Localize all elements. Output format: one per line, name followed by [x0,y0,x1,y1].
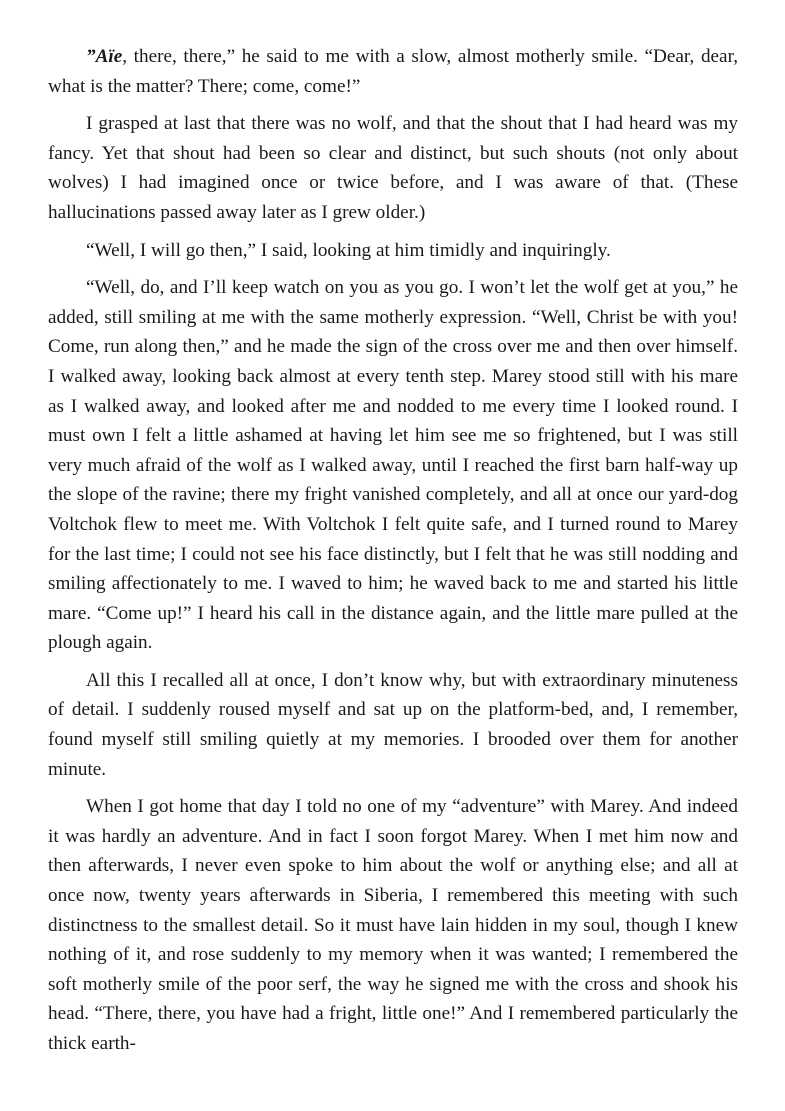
paragraph-3: “Well, I will go then,” I said, looking at him timidly and inquiringly. [86,239,611,261]
paragraph-2: I grasped at last that there was no wolf, and that the shout that I had heard was my fancy. Yet that shout had been so clear and distinct, but such shouts (not only about wolves) I had imagined once or twice before, and I was aware of that. (These hallucinations passed away later as I grew older.) [48,113,738,223]
paragraph-6: When I got home that day I told no one of my “adventure” with Marey. And indeed it was hardly an adventure. And in fact I soon forgot Marey. When I met him now and then afterwards, I never even spoke to him about the wolf or anything else; and all at once now, twenty years afterwards in Siberia, I remembered this meeting with such distinctness to the smallest detail. So it must have lain hidden in my soul, though I knew nothing of it, and rose suddenly to my memory when it was wanted; I remembered the soft motherly smile of the poor serf, the way he signed me with the cross and shook his head. “There, there, you have had a fright, little one!” And I remembered particularly the thick earth- [48,796,738,1054]
paragraph-1-lead-italic: ”Aïe [86,46,123,67]
paragraph-1-text: , there, there,” he said to me with a slow, almost motherly smile. “Dear, dear, what is the matter? There; come, come!” [48,46,738,97]
paragraph-4: “Well, do, and I’ll keep watch on you as you go. I won’t let the wolf get at you,” he added, still smiling at me with the same motherly expression. “Well, Christ be with you! Come, run along then,” and he made the sign of the cross over me and then over himself. I walked away, looking back almost at every tenth step. Marey stood still with his mare as I walked away, and looked after me and nodded to me every time I looked round. I must own I felt a little ashamed at having let him see me so frightened, but I was still very much afraid of the wolf as I walked away, until I reached the first barn half-way up the slope of the ravine; there my fright vanished completely, and all at once our yard-dog Voltchok flew to meet me. With Voltchok I felt quite safe, and I turned round to Marey for the last time; I could not see his face distinctly, but I felt that he was still nodding and smiling affectionately to me. I waved to him; he waved back to me and started his little mare. “Come up!” I heard his call in the distance again, and the little mare pulled at the plough again. [48,277,738,654]
document-page [48,42,738,1067]
paragraph-1 [48,42,738,101]
paragraph-5: All this I recalled all at once, I don’t know why, but with extraordinary minuteness of detail. I suddenly roused myself and sat up on the platform-bed, and, I remember, found myself still smiling quietly at my memories. I brooded over them for another minute. [48,669,738,780]
